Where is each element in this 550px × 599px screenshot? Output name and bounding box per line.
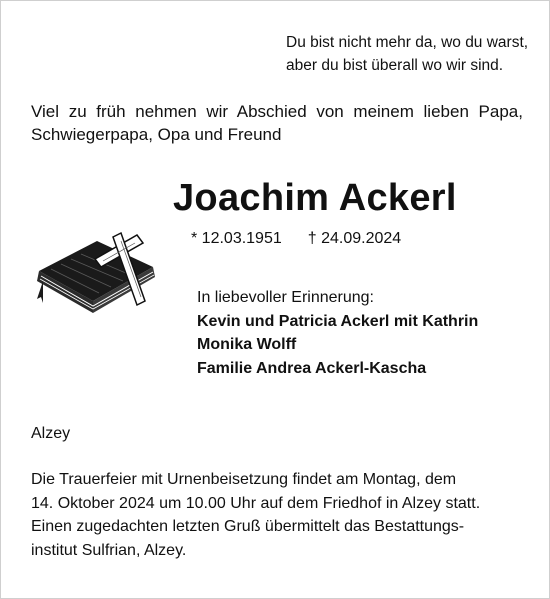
bible-with-cross-icon: [33, 229, 169, 321]
farewell-intro: [31, 100, 523, 146]
death-date: † 24.09.2024: [307, 230, 402, 247]
mourner-line: Monika Wolff: [197, 336, 297, 353]
quote-line-2: aber du bist überall wo wir sind.: [286, 57, 504, 74]
notice-line: institut Sulfrian, Alzey.: [31, 541, 187, 559]
memory-heading: In liebevoller Erinnerung:: [197, 289, 374, 306]
intro-line-2: Schwiegerpapa, Opa und Freund: [31, 125, 282, 144]
notice-line: 14. Oktober 2024 um 10.00 Uhr auf dem Friedhof in Alzey statt.: [31, 494, 481, 512]
intro-line-1: Viel zu früh nehmen wir Abschied von meinem lieben Papa,: [31, 102, 523, 121]
mourner-line: Familie Andrea Ackerl-Kascha: [197, 359, 427, 377]
life-dates: [191, 230, 401, 248]
notice-line: Die Trauerfeier mit Urnenbeisetzung findet am Montag, dem: [31, 471, 457, 488]
birth-date: * 12.03.1951: [191, 230, 282, 247]
funeral-notice: [31, 468, 523, 562]
in-memory-section: [197, 286, 478, 380]
notice-line: Einen zugedachten letzten Gruß übermittelt das Bestattungs-: [31, 518, 465, 535]
deceased-name: Joachim Ackerl: [173, 177, 457, 219]
place-name: Alzey: [31, 425, 71, 442]
mourner-line: Kevin und Patricia Ackerl mit Kathrin: [197, 312, 479, 330]
quote-line-1: Du bist nicht mehr da, wo du warst,: [286, 34, 529, 51]
memorial-quote: [286, 31, 528, 77]
